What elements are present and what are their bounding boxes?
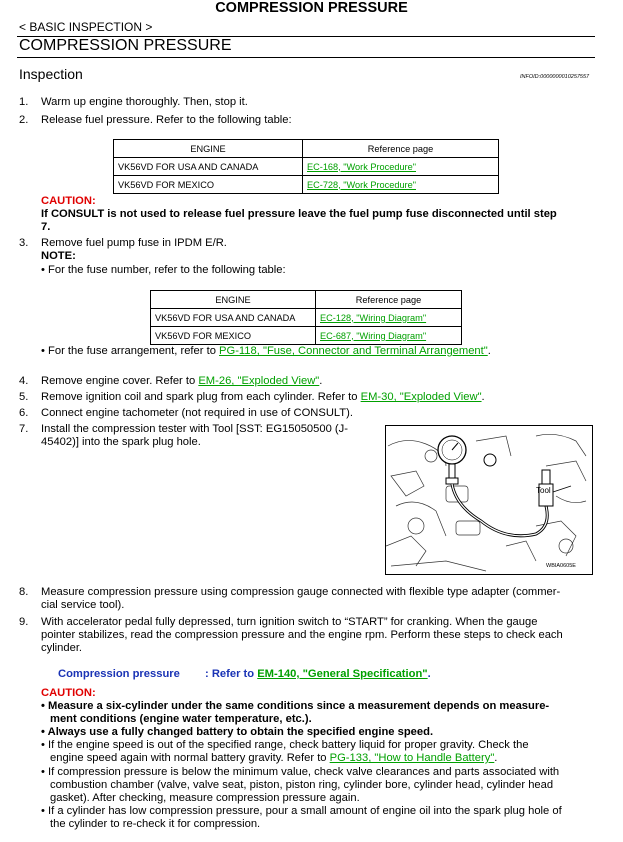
step-5-text: Remove ignition coil and spark plug from each cylinder. Refer to (41, 391, 361, 403)
caution-bullet: • If compression pressure is below the minimum value, check valve clearances and parts associated with (41, 766, 560, 778)
tool-label: Tool (536, 486, 551, 495)
step-2-text: Release fuel pressure. Refer to the following table: (41, 114, 292, 126)
step-5 (41, 391, 485, 403)
note-label: NOTE: (41, 250, 76, 262)
caution-label: CAUTION: (41, 687, 96, 699)
caution-text: 7. (41, 221, 51, 233)
note-bullet (41, 345, 491, 357)
step-number: 7. (19, 423, 29, 435)
engine-illustration (386, 426, 592, 574)
caution-bullet: the cylinder to re-check it for compression. (50, 818, 261, 830)
fuse-number-table (150, 290, 462, 345)
spec-refer-text: : Refer to (205, 668, 258, 680)
caution-bullet: • Always use a fully changed battery to obtain the specified engine speed. (41, 726, 434, 738)
step-number: 2. (19, 114, 29, 126)
step-9-text: With accelerator pedal fully depressed, turn ignition switch to “START” for cranking. When the gauge (41, 616, 538, 628)
engine-cell: VK56VD FOR USA AND CANADA (151, 309, 316, 327)
step-4-text: Remove engine cover. Refer to (41, 375, 199, 387)
caution-bullet: • If the engine speed is out of the specified range, check battery liquid for proper gravity. Check the (41, 739, 529, 751)
punctuation: . (487, 345, 491, 357)
general-specification-link[interactable]: EM-140, "General Specification" (257, 668, 428, 680)
spec-reference (205, 668, 431, 680)
breadcrumb: < BASIC INSPECTION > (19, 20, 153, 34)
caution-bullet: combustion chamber (valve, valve seat, piston, piston ring, cylinder bore, cylinder head, cylinder head (50, 779, 554, 791)
step-8-text: cial service tool). (41, 599, 125, 611)
step-6-text: Connect engine tachometer (not required in use of CONSULT). (41, 407, 353, 419)
fuse-arrangement-link[interactable]: PG-118, "Fuse, Connector and Terminal Arrangement" (219, 345, 488, 357)
table-header-row (151, 291, 462, 309)
punctuation: . (319, 375, 323, 387)
engine-cell: VK56VD FOR MEXICO (151, 327, 316, 345)
caution-text: If CONSULT is not used to release fuel pressure leave the fuel pump fuse disconnected until step (41, 208, 557, 220)
punctuation: . (481, 391, 485, 403)
step-number: 6. (19, 407, 29, 419)
exploded-view-link[interactable]: EM-26, "Exploded View" (198, 375, 320, 387)
engine-cell: VK56VD FOR USA AND CANADA (114, 158, 303, 176)
step-number: 3. (19, 237, 29, 249)
caution-label: CAUTION: (41, 195, 96, 207)
step-number: 8. (19, 586, 29, 598)
subsection-title: Inspection (19, 66, 83, 82)
spec-label: Compression pressure (58, 668, 180, 680)
step-9-text: cylinder. (41, 642, 83, 654)
punctuation: . (427, 668, 431, 680)
step-8-text: Measure compression pressure using compression gauge connected with flexible type adapter (commer- (41, 586, 561, 598)
column-header: Reference page (316, 291, 462, 309)
table-row (151, 327, 462, 345)
step-number: 4. (19, 375, 29, 387)
section-rule (17, 57, 595, 58)
reference-link[interactable]: EC-168, "Work Procedure" (303, 158, 499, 176)
engine-cell: VK56VD FOR MEXICO (114, 176, 303, 194)
caution-bullet: ment conditions (engine water temperature, etc.). (50, 713, 312, 725)
step-7-text: 45402)] into the spark plug hole. (41, 436, 201, 448)
handle-battery-link[interactable]: PG-133, "How to Handle Battery" (329, 752, 495, 764)
note-bullet: • For the fuse number, refer to the following table: (41, 264, 286, 276)
reference-link[interactable]: EC-687, "Wiring Diagram" (316, 327, 462, 345)
step-9-text: pointer stabilizes, read the compression pressure and the engine rpm. Perform these steps to check each (41, 629, 563, 641)
compression-tester-figure (385, 425, 593, 575)
step-number: 1. (19, 96, 29, 108)
column-header: ENGINE (114, 140, 303, 158)
table-row (151, 309, 462, 327)
table-row (114, 158, 499, 176)
step-7-text: Install the compression tester with Tool [SST: EG15050500 (J- (41, 423, 348, 435)
note-bullet-text: • For the fuse arrangement, refer to (41, 345, 220, 357)
running-title: COMPRESSION PRESSURE (215, 0, 408, 16)
step-number: 9. (19, 616, 29, 628)
figure-id: WBIA0605E (546, 563, 576, 569)
column-header: ENGINE (151, 291, 316, 309)
column-header: Reference page (303, 140, 499, 158)
exploded-view-link[interactable]: EM-30, "Exploded View" (360, 391, 482, 403)
table-row (114, 176, 499, 194)
punctuation: . (494, 752, 498, 764)
step-4 (41, 375, 322, 387)
doc-id: INFOID:0000000010257557 (520, 74, 590, 80)
fuel-pressure-table (113, 139, 499, 194)
caution-bullet: • If a cylinder has low compression pressure, pour a small amount of engine oil into the spark plug hole of (41, 805, 562, 817)
caution-bullet-text: engine speed again with normal battery gravity. Refer to (50, 752, 330, 764)
table-header-row (114, 140, 499, 158)
reference-link[interactable]: EC-128, "Wiring Diagram" (316, 309, 462, 327)
caution-bullet: • Measure a six-cylinder under the same conditions since a measurement depends on measure- (41, 700, 550, 712)
caution-bullet: gasket). After checking, measure compression pressure again. (50, 792, 360, 804)
reference-link[interactable]: EC-728, "Work Procedure" (303, 176, 499, 194)
step-1-text: Warm up engine thoroughly. Then, stop it. (41, 96, 248, 108)
caution-bullet (50, 752, 497, 764)
step-3-text: Remove fuel pump fuse in IPDM E/R. (41, 237, 227, 249)
section-title: COMPRESSION PRESSURE (19, 37, 232, 54)
step-number: 5. (19, 391, 29, 403)
